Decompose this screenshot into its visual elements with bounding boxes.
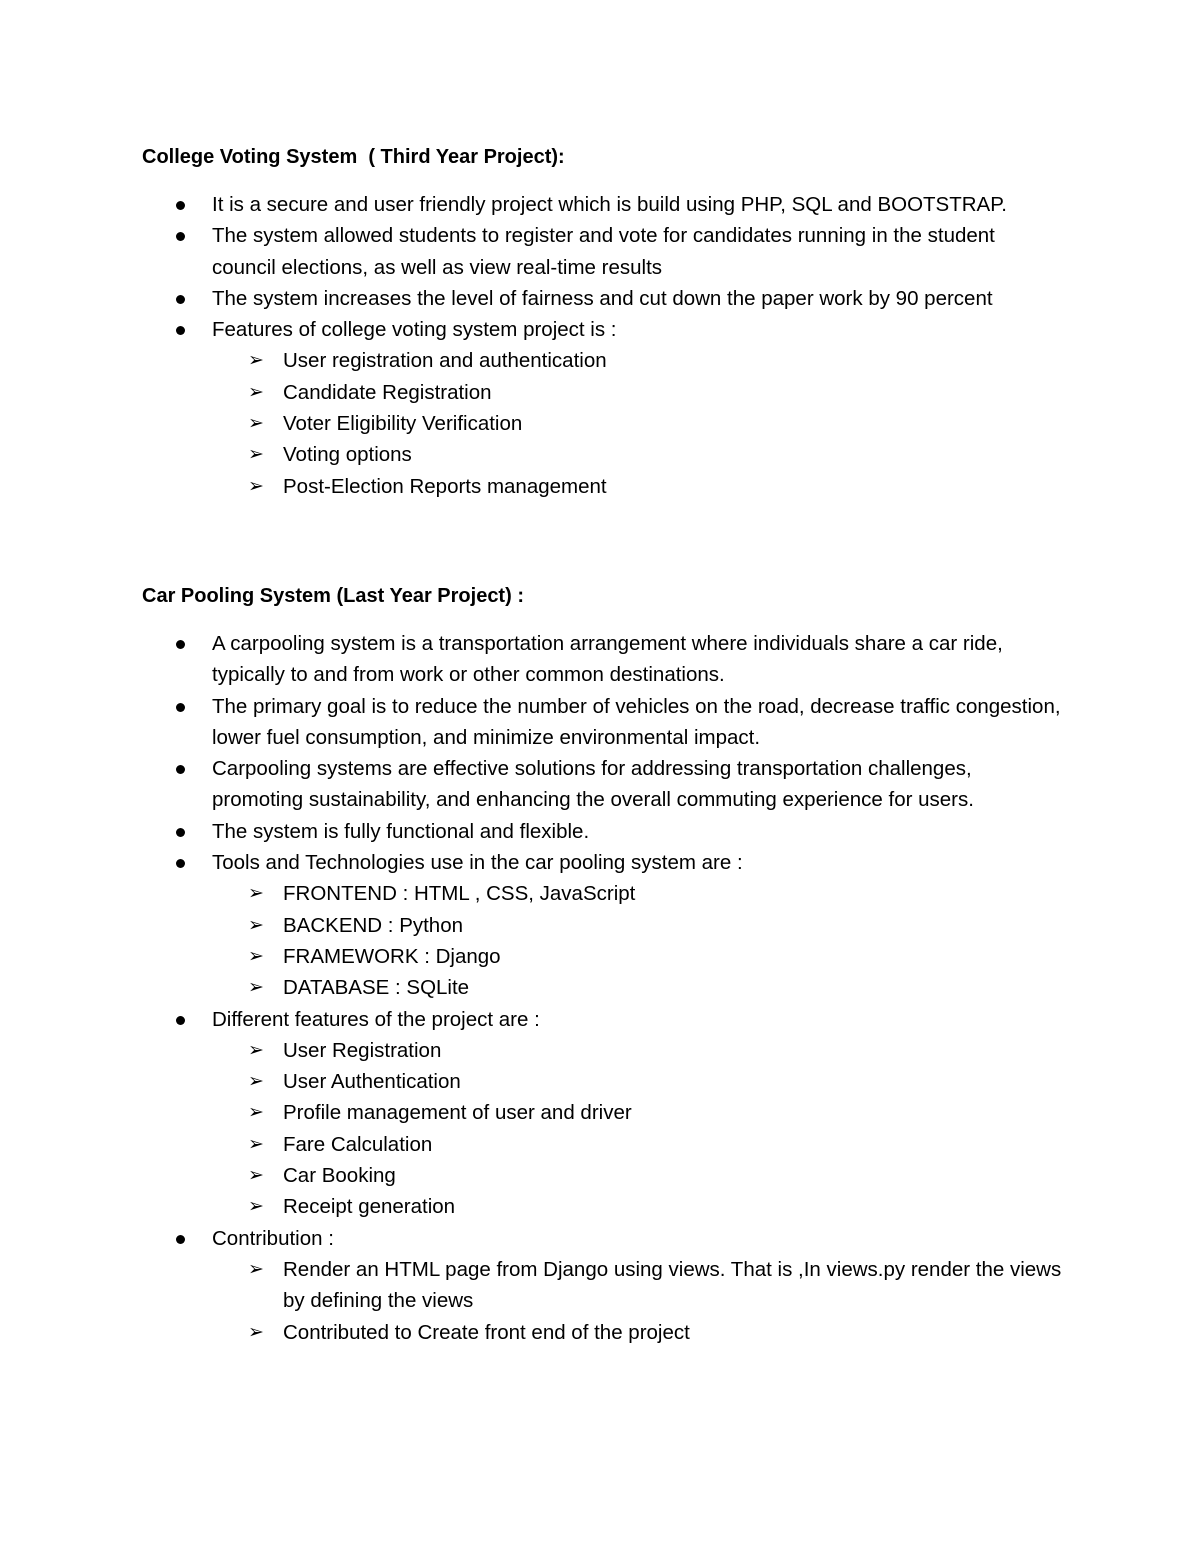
section-heading: Car Pooling System (Last Year Project) : (142, 585, 524, 607)
bullet-dot-icon (176, 828, 185, 837)
bullet-dot-icon (176, 1235, 185, 1244)
arrowhead-icon: ➢ (248, 443, 264, 466)
sub-list (212, 345, 1062, 501)
list-item (142, 1004, 1062, 1223)
bullet-dot-icon (176, 640, 185, 649)
sub-list-item-text: User Authentication (283, 1070, 461, 1094)
arrowhead-icon: ➢ (248, 1132, 264, 1155)
list-item (142, 753, 1062, 816)
sub-list-item (212, 941, 1062, 972)
list-item (142, 1223, 1062, 1348)
sub-list (212, 1254, 1062, 1348)
sub-list-item (212, 878, 1062, 909)
sub-list-item-text: Contributed to Create front end of the project (283, 1320, 690, 1344)
bullet-dot-icon (176, 765, 185, 774)
sub-list-item (212, 1129, 1062, 1160)
arrowhead-icon: ➢ (248, 976, 264, 999)
sub-list-item (212, 910, 1062, 941)
section-car-pooling-system (142, 581, 1062, 1348)
sub-list-item (212, 972, 1062, 1003)
sub-list-item (212, 471, 1062, 502)
arrowhead-icon: ➢ (248, 882, 264, 905)
list-item (142, 220, 1062, 283)
arrowhead-icon: ➢ (248, 349, 264, 372)
arrowhead-icon: ➢ (248, 474, 264, 497)
sub-list-item (212, 439, 1062, 470)
sub-list-item-text: Receipt generation (283, 1195, 456, 1219)
list-item (142, 816, 1062, 847)
list-item-text: Carpooling systems are effective solutions for addressing transportation challenges, promoting sustainability, and enhancing the overall commuting experience for users. (212, 757, 974, 812)
list-item-text: The system increases the level of fairness and cut down the paper work by 90 percent (212, 286, 993, 310)
sub-list-item-text: DATABASE : SQLite (283, 976, 470, 1000)
list-item-text: Features of college voting system project is : (212, 318, 617, 342)
sub-list-item (212, 1035, 1062, 1066)
arrowhead-icon: ➢ (248, 380, 264, 403)
sub-list-item-text: FRONTEND : HTML , CSS, JavaScript (283, 882, 636, 906)
arrowhead-icon: ➢ (248, 1070, 264, 1093)
bullet-dot-icon (176, 326, 185, 335)
arrowhead-icon: ➢ (248, 913, 264, 936)
list-item (142, 283, 1062, 314)
arrowhead-icon: ➢ (248, 1257, 264, 1280)
list-item-text: It is a secure and user friendly project which is build using PHP, SQL and BOOTSTRAP. (212, 193, 1007, 216)
arrowhead-icon: ➢ (248, 1038, 264, 1061)
sub-list-item (212, 1097, 1062, 1128)
list-item (142, 691, 1062, 754)
sub-list-item-text: Render an HTML page from Django using views. That is ,In views.py render the views by defining the views (283, 1257, 1062, 1313)
list-item (142, 314, 1062, 502)
sub-list-item-text: Car Booking (283, 1164, 396, 1188)
arrowhead-icon: ➢ (248, 1101, 264, 1124)
sub-list-item (212, 1066, 1062, 1097)
sub-list (212, 878, 1062, 1003)
sub-list-item (212, 1317, 1062, 1348)
sub-list-item-text: Candidate Registration (283, 380, 492, 404)
list-item (142, 628, 1062, 691)
sub-list-item-text: Post-Election Reports management (283, 474, 607, 498)
bullet-list (142, 628, 1062, 1348)
sub-list-item-text: Fare Calculation (283, 1132, 433, 1156)
bullet-dot-icon (176, 295, 185, 304)
arrowhead-icon: ➢ (248, 412, 264, 435)
sub-list-item-text: Voting options (283, 443, 412, 467)
section-college-voting-system (142, 142, 1062, 502)
bullet-dot-icon (176, 201, 185, 210)
list-item (142, 847, 1062, 1003)
list-item-text: Contribution : (212, 1226, 334, 1250)
list-item-text: A carpooling system is a transportation arrangement where individuals share a car ride, typically to and from work or other common destinations. (212, 632, 1003, 687)
sub-list (212, 1035, 1062, 1223)
bullet-list (142, 189, 1062, 502)
sub-list-item-text: BACKEND : Python (283, 913, 464, 937)
sub-list-item (212, 1191, 1062, 1222)
arrowhead-icon: ➢ (248, 1195, 264, 1218)
list-item-text: The primary goal is to reduce the number of vehicles on the road, decrease traffic congestion, lower fuel consumption, and minimize environmental impact. (212, 694, 1061, 749)
sub-list-item (212, 1160, 1062, 1191)
sub-list-item-text: User Registration (283, 1038, 442, 1062)
arrowhead-icon: ➢ (248, 944, 264, 967)
sub-list-item-text: User registration and authentication (283, 349, 607, 373)
bullet-dot-icon (176, 703, 185, 712)
sub-list-item-text: Voter Eligibility Verification (283, 412, 523, 436)
bullet-dot-icon (176, 232, 185, 241)
list-item-text: The system allowed students to register and vote for candidates running in the student council elections, as well as view real-time results (212, 224, 995, 279)
bullet-dot-icon (176, 1016, 185, 1025)
list-item-text: The system is fully functional and flexible. (212, 819, 590, 843)
section-heading: College Voting System ( Third Year Project): (142, 146, 565, 168)
sub-list-item (212, 408, 1062, 439)
arrowhead-icon: ➢ (248, 1320, 264, 1343)
sub-list-item (212, 377, 1062, 408)
list-item-text: Different features of the project are : (212, 1007, 540, 1031)
sub-list-item-text: FRAMEWORK : Django (283, 944, 501, 968)
sub-list-item (212, 1254, 1062, 1317)
bullet-dot-icon (176, 859, 185, 868)
sub-list-item (212, 345, 1062, 376)
list-item (142, 189, 1062, 220)
sub-list-item-text: Profile management of user and driver (283, 1101, 632, 1125)
arrowhead-icon: ➢ (248, 1164, 264, 1187)
list-item-text: Tools and Technologies use in the car pooling system are : (212, 851, 743, 875)
